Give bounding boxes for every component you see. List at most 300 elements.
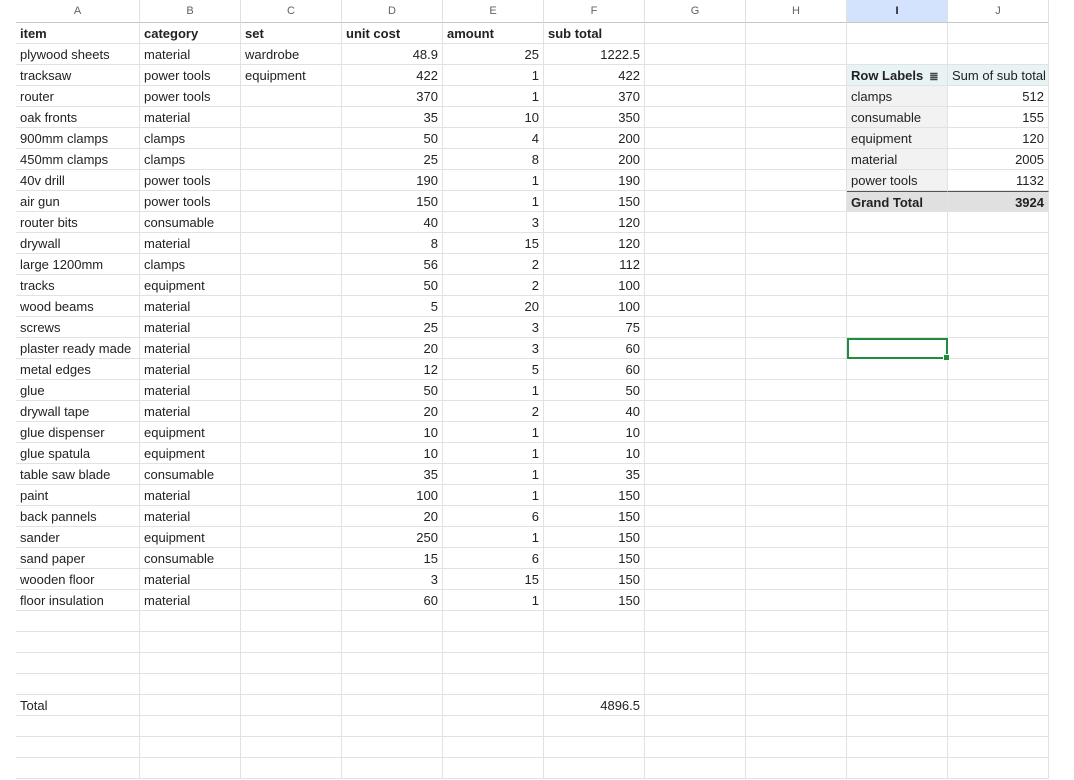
cell[interactable] xyxy=(241,653,342,674)
column-header-j[interactable]: J xyxy=(948,0,1049,23)
column-header-b[interactable]: B xyxy=(140,0,241,23)
cell[interactable] xyxy=(746,380,847,401)
pivot-sum-header[interactable]: Sum of sub total xyxy=(948,65,1049,86)
cell[interactable] xyxy=(746,464,847,485)
cell-unit-cost[interactable]: 35 xyxy=(342,107,443,128)
cell-sub-total[interactable]: 100 xyxy=(544,275,645,296)
cell[interactable] xyxy=(443,674,544,695)
cell[interactable] xyxy=(948,443,1049,464)
cell[interactable] xyxy=(746,569,847,590)
cell[interactable] xyxy=(342,632,443,653)
cell-category[interactable]: material xyxy=(140,338,241,359)
cell[interactable] xyxy=(948,548,1049,569)
cell[interactable] xyxy=(948,233,1049,254)
cell-item[interactable]: sander xyxy=(16,527,140,548)
cell-sub-total[interactable]: 200 xyxy=(544,128,645,149)
cell-item[interactable]: 40v drill xyxy=(16,170,140,191)
cell[interactable] xyxy=(645,401,746,422)
header-cell-unit-cost[interactable]: unit cost xyxy=(342,23,443,44)
cell-sub-total[interactable]: 60 xyxy=(544,359,645,380)
cell-item[interactable]: metal edges xyxy=(16,359,140,380)
cell[interactable] xyxy=(443,611,544,632)
cell[interactable] xyxy=(746,86,847,107)
cell-sub-total[interactable]: 350 xyxy=(544,107,645,128)
cell[interactable] xyxy=(847,359,948,380)
cell[interactable] xyxy=(948,401,1049,422)
cell-unit-cost[interactable]: 56 xyxy=(342,254,443,275)
cell[interactable] xyxy=(241,695,342,716)
cell[interactable] xyxy=(645,317,746,338)
cell-amount[interactable]: 25 xyxy=(443,44,544,65)
column-header-i[interactable]: I xyxy=(847,0,948,23)
cell-set[interactable] xyxy=(241,212,342,233)
cell-set[interactable] xyxy=(241,569,342,590)
cell-sub-total[interactable]: 75 xyxy=(544,317,645,338)
cell-item[interactable]: air gun xyxy=(16,191,140,212)
cell-set[interactable] xyxy=(241,275,342,296)
header-cell-set[interactable]: set xyxy=(241,23,342,44)
total-label[interactable]: Total xyxy=(16,695,140,716)
cell[interactable] xyxy=(241,758,342,779)
cell-amount[interactable]: 1 xyxy=(443,464,544,485)
cell[interactable] xyxy=(948,44,1049,65)
cell-unit-cost[interactable]: 20 xyxy=(342,506,443,527)
cell[interactable] xyxy=(645,380,746,401)
cell-sub-total[interactable]: 35 xyxy=(544,464,645,485)
cell-amount[interactable]: 3 xyxy=(443,212,544,233)
cell[interactable] xyxy=(948,317,1049,338)
cell[interactable] xyxy=(746,275,847,296)
cell[interactable] xyxy=(746,674,847,695)
cell[interactable] xyxy=(847,233,948,254)
cell-item[interactable]: glue spatula xyxy=(16,443,140,464)
cell[interactable] xyxy=(746,443,847,464)
cell[interactable] xyxy=(645,191,746,212)
cell[interactable] xyxy=(746,338,847,359)
cell[interactable] xyxy=(948,212,1049,233)
cell-item[interactable]: large 1200mm xyxy=(16,254,140,275)
cell-category[interactable]: equipment xyxy=(140,443,241,464)
cell[interactable] xyxy=(746,359,847,380)
cell[interactable] xyxy=(645,212,746,233)
cell-category[interactable]: material xyxy=(140,296,241,317)
cell[interactable] xyxy=(342,611,443,632)
cell-sub-total[interactable]: 10 xyxy=(544,422,645,443)
cell[interactable] xyxy=(16,632,140,653)
cell[interactable] xyxy=(948,506,1049,527)
cell[interactable] xyxy=(645,44,746,65)
cell-unit-cost[interactable]: 60 xyxy=(342,590,443,611)
cell[interactable] xyxy=(948,653,1049,674)
cell[interactable] xyxy=(746,149,847,170)
cell-set[interactable] xyxy=(241,422,342,443)
cell[interactable] xyxy=(847,485,948,506)
cell-set[interactable] xyxy=(241,401,342,422)
row-selector-strip[interactable] xyxy=(0,23,16,780)
cell-amount[interactable]: 1 xyxy=(443,527,544,548)
cell[interactable] xyxy=(746,716,847,737)
cell[interactable] xyxy=(645,254,746,275)
cell[interactable] xyxy=(241,674,342,695)
cell-amount[interactable]: 10 xyxy=(443,107,544,128)
cell-unit-cost[interactable]: 25 xyxy=(342,149,443,170)
cell-set[interactable] xyxy=(241,527,342,548)
cell-item[interactable]: glue dispenser xyxy=(16,422,140,443)
cell[interactable] xyxy=(645,506,746,527)
cell[interactable] xyxy=(544,758,645,779)
cell[interactable] xyxy=(746,128,847,149)
cell-unit-cost[interactable]: 20 xyxy=(342,401,443,422)
cell-amount[interactable]: 2 xyxy=(443,275,544,296)
cell[interactable] xyxy=(847,422,948,443)
cell[interactable] xyxy=(645,443,746,464)
cell-sub-total[interactable]: 150 xyxy=(544,527,645,548)
cell[interactable] xyxy=(948,611,1049,632)
cell[interactable] xyxy=(847,548,948,569)
cell[interactable] xyxy=(16,737,140,758)
cell[interactable] xyxy=(746,590,847,611)
cell[interactable] xyxy=(645,65,746,86)
cell-set[interactable] xyxy=(241,296,342,317)
filter-icon[interactable]: ≣ xyxy=(929,71,939,83)
cell[interactable] xyxy=(645,107,746,128)
cell[interactable] xyxy=(847,464,948,485)
cell-category[interactable]: material xyxy=(140,107,241,128)
cell-item[interactable]: router xyxy=(16,86,140,107)
cell[interactable] xyxy=(16,758,140,779)
cell-item[interactable]: plaster ready made xyxy=(16,338,140,359)
cell-set[interactable] xyxy=(241,548,342,569)
cell-unit-cost[interactable]: 8 xyxy=(342,233,443,254)
cell-sub-total[interactable]: 100 xyxy=(544,296,645,317)
cell[interactable] xyxy=(16,611,140,632)
header-cell-category[interactable]: category xyxy=(140,23,241,44)
cell[interactable] xyxy=(948,464,1049,485)
cell[interactable] xyxy=(746,632,847,653)
cell-set[interactable] xyxy=(241,464,342,485)
cell-category[interactable]: equipment xyxy=(140,527,241,548)
cell-unit-cost[interactable]: 10 xyxy=(342,443,443,464)
cell[interactable] xyxy=(746,758,847,779)
cell-amount[interactable]: 1 xyxy=(443,443,544,464)
header-cell-item[interactable]: item xyxy=(16,23,140,44)
column-header-h[interactable]: H xyxy=(746,0,847,23)
cell-category[interactable]: material xyxy=(140,380,241,401)
cell-item[interactable]: glue xyxy=(16,380,140,401)
cell[interactable] xyxy=(140,716,241,737)
cell-category[interactable]: clamps xyxy=(140,128,241,149)
cell[interactable] xyxy=(645,527,746,548)
cell[interactable] xyxy=(746,65,847,86)
cell[interactable] xyxy=(948,632,1049,653)
cell[interactable] xyxy=(645,338,746,359)
cell-amount[interactable]: 5 xyxy=(443,359,544,380)
cell-item[interactable]: sand paper xyxy=(16,548,140,569)
pivot-row-label[interactable]: clamps xyxy=(847,86,948,107)
cell-sub-total[interactable]: 1222.5 xyxy=(544,44,645,65)
cell[interactable] xyxy=(746,317,847,338)
cell-sub-total[interactable]: 150 xyxy=(544,506,645,527)
pivot-row-value[interactable]: 120 xyxy=(948,128,1049,149)
header-cell-sub-total[interactable]: sub total xyxy=(544,23,645,44)
pivot-row-label[interactable]: equipment xyxy=(847,128,948,149)
cell-amount[interactable]: 1 xyxy=(443,86,544,107)
cell-category[interactable]: material xyxy=(140,590,241,611)
cell[interactable] xyxy=(645,86,746,107)
cell-unit-cost[interactable]: 20 xyxy=(342,338,443,359)
cell[interactable] xyxy=(847,653,948,674)
cell[interactable] xyxy=(746,296,847,317)
cell[interactable] xyxy=(746,422,847,443)
cell-set[interactable] xyxy=(241,338,342,359)
cell-sub-total[interactable]: 60 xyxy=(544,338,645,359)
cell-item[interactable]: oak fronts xyxy=(16,107,140,128)
cell[interactable] xyxy=(443,695,544,716)
cell[interactable] xyxy=(948,23,1049,44)
cell-set[interactable] xyxy=(241,485,342,506)
cell[interactable] xyxy=(645,149,746,170)
cell[interactable] xyxy=(645,632,746,653)
cell-unit-cost[interactable]: 25 xyxy=(342,317,443,338)
cell[interactable] xyxy=(948,590,1049,611)
cell[interactable] xyxy=(746,527,847,548)
cell[interactable] xyxy=(847,254,948,275)
cell[interactable] xyxy=(847,380,948,401)
cell[interactable] xyxy=(948,569,1049,590)
cell-category[interactable]: consumable xyxy=(140,212,241,233)
cell[interactable] xyxy=(241,611,342,632)
cell[interactable] xyxy=(847,506,948,527)
cell-set[interactable]: wardrobe xyxy=(241,44,342,65)
cell-sub-total[interactable]: 422 xyxy=(544,65,645,86)
cell[interactable] xyxy=(645,611,746,632)
cell[interactable] xyxy=(948,527,1049,548)
cell-category[interactable]: clamps xyxy=(140,149,241,170)
cell[interactable] xyxy=(948,338,1049,359)
cell-set[interactable] xyxy=(241,254,342,275)
cell-amount[interactable]: 3 xyxy=(443,317,544,338)
cell-unit-cost[interactable]: 40 xyxy=(342,212,443,233)
cell-set[interactable] xyxy=(241,170,342,191)
cell[interactable] xyxy=(847,443,948,464)
cell[interactable] xyxy=(645,275,746,296)
cell[interactable] xyxy=(645,170,746,191)
cell-unit-cost[interactable]: 5 xyxy=(342,296,443,317)
column-header-c[interactable]: C xyxy=(241,0,342,23)
cell-amount[interactable]: 3 xyxy=(443,338,544,359)
cell-sub-total[interactable]: 150 xyxy=(544,569,645,590)
column-header-g[interactable]: G xyxy=(645,0,746,23)
cell[interactable] xyxy=(645,569,746,590)
cell-amount[interactable]: 1 xyxy=(443,380,544,401)
cell-set[interactable] xyxy=(241,317,342,338)
cell[interactable] xyxy=(746,653,847,674)
cell[interactable] xyxy=(847,44,948,65)
cell-sub-total[interactable]: 190 xyxy=(544,170,645,191)
cell[interactable] xyxy=(16,653,140,674)
cell-sub-total[interactable]: 40 xyxy=(544,401,645,422)
pivot-grand-total-label[interactable]: Grand Total xyxy=(847,191,948,212)
cell[interactable] xyxy=(746,548,847,569)
cell[interactable] xyxy=(342,653,443,674)
cell[interactable] xyxy=(847,401,948,422)
cell[interactable] xyxy=(948,485,1049,506)
cell[interactable] xyxy=(746,737,847,758)
cell[interactable] xyxy=(645,422,746,443)
cell-category[interactable]: material xyxy=(140,569,241,590)
cell-category[interactable]: power tools xyxy=(140,86,241,107)
cell-category[interactable]: material xyxy=(140,233,241,254)
cell-set[interactable] xyxy=(241,506,342,527)
cell[interactable] xyxy=(746,23,847,44)
cell-item[interactable]: floor insulation xyxy=(16,590,140,611)
cell[interactable] xyxy=(948,296,1049,317)
cell-item[interactable]: plywood sheets xyxy=(16,44,140,65)
pivot-row-value[interactable]: 2005 xyxy=(948,149,1049,170)
cell-item[interactable]: screws xyxy=(16,317,140,338)
cell[interactable] xyxy=(342,716,443,737)
cell-sub-total[interactable]: 120 xyxy=(544,233,645,254)
cell-sub-total[interactable]: 200 xyxy=(544,149,645,170)
column-header-f[interactable]: F xyxy=(544,0,645,23)
cell[interactable] xyxy=(241,737,342,758)
cell-category[interactable]: clamps xyxy=(140,254,241,275)
cell-set[interactable] xyxy=(241,191,342,212)
cell-sub-total[interactable]: 150 xyxy=(544,485,645,506)
cell[interactable] xyxy=(241,632,342,653)
cell-item[interactable]: wood beams xyxy=(16,296,140,317)
cell[interactable] xyxy=(140,653,241,674)
cell-amount[interactable]: 1 xyxy=(443,422,544,443)
cell-set[interactable] xyxy=(241,233,342,254)
cell[interactable] xyxy=(544,674,645,695)
cell[interactable] xyxy=(645,296,746,317)
cell[interactable] xyxy=(847,212,948,233)
cell[interactable] xyxy=(342,674,443,695)
cell[interactable] xyxy=(16,674,140,695)
cell-amount[interactable]: 6 xyxy=(443,506,544,527)
cell-unit-cost[interactable]: 48.9 xyxy=(342,44,443,65)
cell-set[interactable] xyxy=(241,107,342,128)
cell[interactable] xyxy=(645,653,746,674)
cell-category[interactable]: power tools xyxy=(140,170,241,191)
cell[interactable] xyxy=(948,254,1049,275)
cell-set[interactable] xyxy=(241,590,342,611)
column-header-e[interactable]: E xyxy=(443,0,544,23)
cell[interactable] xyxy=(847,569,948,590)
cell[interactable] xyxy=(948,674,1049,695)
cell-category[interactable]: consumable xyxy=(140,548,241,569)
cell-category[interactable]: power tools xyxy=(140,191,241,212)
cell[interactable] xyxy=(746,233,847,254)
cell[interactable] xyxy=(645,464,746,485)
cell[interactable] xyxy=(948,422,1049,443)
pivot-row-value[interactable]: 155 xyxy=(948,107,1049,128)
cell[interactable] xyxy=(847,590,948,611)
cell[interactable] xyxy=(544,653,645,674)
cell[interactable] xyxy=(948,380,1049,401)
cell[interactable] xyxy=(342,758,443,779)
cell-amount[interactable]: 15 xyxy=(443,233,544,254)
cell-category[interactable]: material xyxy=(140,401,241,422)
cell[interactable] xyxy=(847,296,948,317)
cell-unit-cost[interactable]: 100 xyxy=(342,485,443,506)
cell[interactable] xyxy=(645,548,746,569)
column-header-d[interactable]: D xyxy=(342,0,443,23)
cell[interactable] xyxy=(847,338,948,359)
header-cell-amount[interactable]: amount xyxy=(443,23,544,44)
cell-amount[interactable]: 1 xyxy=(443,590,544,611)
cell[interactable] xyxy=(342,695,443,716)
cell-item[interactable]: wooden floor xyxy=(16,569,140,590)
cell[interactable] xyxy=(16,716,140,737)
cell-unit-cost[interactable]: 50 xyxy=(342,380,443,401)
cell-unit-cost[interactable]: 15 xyxy=(342,548,443,569)
cell-item[interactable]: drywall xyxy=(16,233,140,254)
cell[interactable] xyxy=(544,737,645,758)
cell-unit-cost[interactable]: 50 xyxy=(342,275,443,296)
cell-amount[interactable]: 1 xyxy=(443,170,544,191)
cell[interactable] xyxy=(140,758,241,779)
cell[interactable] xyxy=(948,716,1049,737)
cell-amount[interactable]: 1 xyxy=(443,191,544,212)
cell[interactable] xyxy=(847,737,948,758)
cell[interactable] xyxy=(443,632,544,653)
cell[interactable] xyxy=(140,611,241,632)
cell[interactable] xyxy=(544,716,645,737)
cell[interactable] xyxy=(241,716,342,737)
cell-category[interactable]: equipment xyxy=(140,275,241,296)
cell-item[interactable]: tracks xyxy=(16,275,140,296)
pivot-row-label[interactable]: power tools xyxy=(847,170,948,191)
cell[interactable] xyxy=(544,611,645,632)
cell[interactable] xyxy=(847,275,948,296)
cell[interactable] xyxy=(746,485,847,506)
cell-category[interactable]: material xyxy=(140,359,241,380)
cell[interactable] xyxy=(746,107,847,128)
cell[interactable] xyxy=(746,611,847,632)
cell[interactable] xyxy=(140,674,241,695)
cell-unit-cost[interactable]: 422 xyxy=(342,65,443,86)
cell[interactable] xyxy=(443,653,544,674)
cell[interactable] xyxy=(645,590,746,611)
cell-unit-cost[interactable]: 35 xyxy=(342,464,443,485)
cell[interactable] xyxy=(948,695,1049,716)
total-value[interactable]: 4896.5 xyxy=(544,695,645,716)
cell-item[interactable]: router bits xyxy=(16,212,140,233)
cell-amount[interactable]: 8 xyxy=(443,149,544,170)
cell[interactable] xyxy=(746,44,847,65)
cell-set[interactable] xyxy=(241,443,342,464)
cell[interactable] xyxy=(645,485,746,506)
pivot-row-labels-header[interactable] xyxy=(847,65,948,86)
cell-sub-total[interactable]: 150 xyxy=(544,191,645,212)
cell[interactable] xyxy=(443,737,544,758)
cell-sub-total[interactable]: 50 xyxy=(544,380,645,401)
cell[interactable] xyxy=(544,632,645,653)
cell-category[interactable]: material xyxy=(140,506,241,527)
cell-sub-total[interactable]: 370 xyxy=(544,86,645,107)
cell-unit-cost[interactable]: 3 xyxy=(342,569,443,590)
cell[interactable] xyxy=(645,233,746,254)
cell-item[interactable]: tracksaw xyxy=(16,65,140,86)
cell-unit-cost[interactable]: 150 xyxy=(342,191,443,212)
cell-amount[interactable]: 15 xyxy=(443,569,544,590)
cell[interactable] xyxy=(847,716,948,737)
pivot-row-value[interactable]: 512 xyxy=(948,86,1049,107)
cell-category[interactable]: power tools xyxy=(140,65,241,86)
cell[interactable] xyxy=(847,695,948,716)
